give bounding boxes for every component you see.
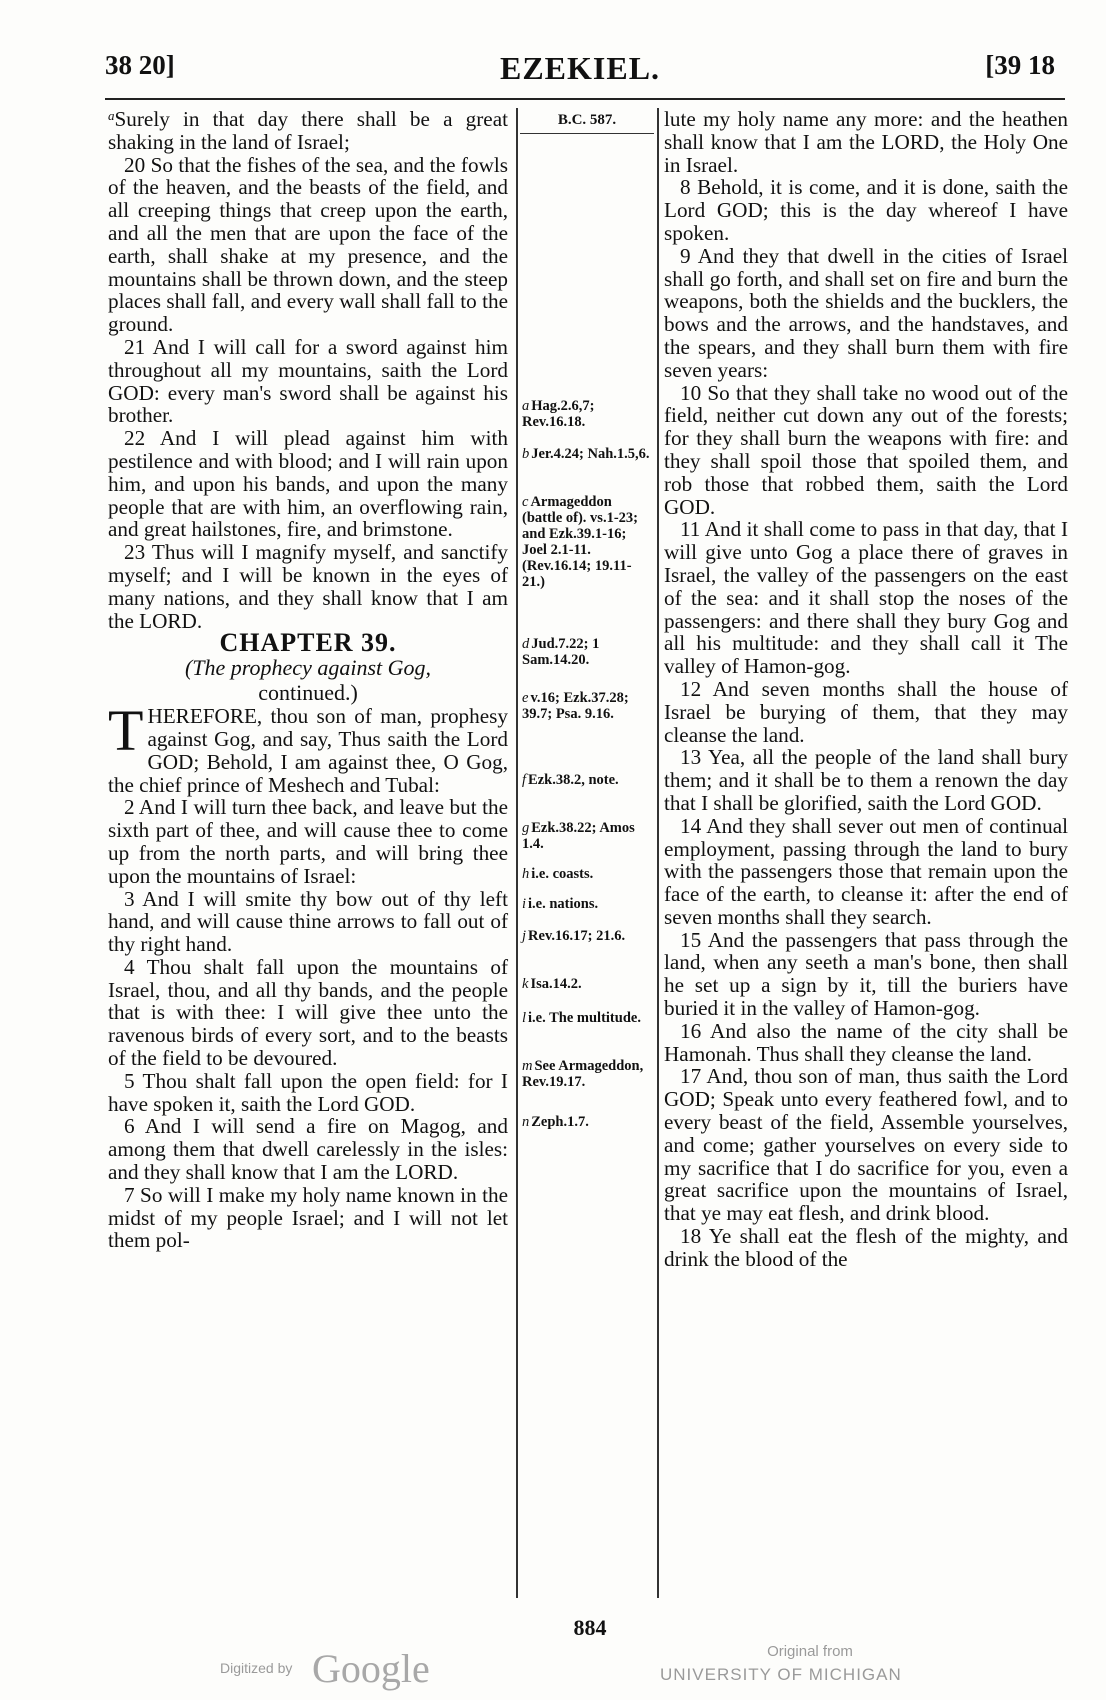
verse-5: 5 Thou shalt fall upon the open field: for I have spoken it, saith the Lord GOD.	[108, 1068, 508, 1116]
marginal-note: e v.16; Ezk.37.28; 39.7; Psa. 9.16.	[522, 690, 629, 722]
marginal-note: b Jer.4.24; Nah.1.5,6.	[522, 446, 650, 462]
verse-1: THEREFORE, thou son of man, prophesy against Gog, and say, Thus saith the Lord GOD; Behold, I am against thee, O Gog, the chief prince of Meshech and Tubal:	[108, 698, 508, 797]
verse-23: 23 Thus will I magnify myself, and sanctify myself; and I will be known in the eyes of many nations, and they shall know that I am the LORD.	[108, 540, 508, 633]
verse-18: 18 Ye shall eat the flesh of the mighty, and drink the blood of the	[664, 1224, 1068, 1271]
google-logo: Google	[312, 1646, 430, 1691]
verse-17: 17 And, thou son of man, thus saith the Lord GOD; Speak unto every feathered fowl, and to every beast of the field, Assemble yourselves, and come; gather yourselves on every side to my sacrifice that I do sacrifice for you, even a great sacrifice upon the mountains of Israel, that ye may eat flesh, and drink blood.	[664, 1064, 1068, 1226]
marginal-note: f Ezk.38.2, note.	[522, 772, 619, 788]
verse-10: 10 So that they shall take no wood out of the field, neither cut down any out of the forests; for they shall burn the weapons with fire: and they shall spoil those that spoiled them, and rob those that robbed them, saith the Lord GOD.	[664, 380, 1068, 519]
header-rule	[105, 98, 1065, 100]
column-divider-right	[657, 108, 659, 1598]
running-header	[105, 50, 1055, 90]
header-left-reference: 38 20]	[105, 50, 175, 80]
verse-6: 6 And I will send a fire on Magog, and among them that dwell carelessly in the isles: and they shall know that I am the LORD.	[108, 1114, 508, 1185]
page-number: 884	[573, 1615, 607, 1640]
verse-13: 13 Yea, all the people of the land shall bury them; and it shall be to them a renown the day that I shall be glorified, saith the Lord GOD.	[664, 745, 1068, 815]
chapter-heading: CHAPTER 39.	[219, 628, 397, 658]
marginal-note: c Armageddon (battle of). vs.1-23; and Ezk.39.1-16; Joel 2.1-11. (Rev.16.14; 19.11-21.)	[522, 494, 638, 590]
marginal-note: i i.e. nations.	[522, 896, 599, 912]
drop-cap: T	[108, 698, 144, 764]
verse-7: 7 So will I make my holy name known in the midst of my people Israel; and I will not let them pol-	[108, 1182, 508, 1253]
verse-16: 16 And also the name of the city shall be Hamonah. Thus shall they cleanse the land.	[664, 1018, 1068, 1066]
verse-11: 11 And it shall come to pass in that day, that I will give unto Gog a place there of graves in Israel, the valley of the passengers on the east of the sea: and it shall stop the noses of the passengers: and there shall they bury Gog and all his multitude: and they shall call it The valley of Hamon-gog.	[664, 517, 1068, 679]
marginal-note: k Isa.14.2.	[522, 976, 582, 992]
marginal-note: a Hag.2.6,7; Rev.16.18.	[522, 398, 595, 430]
verse-7-continuation: lute my holy name any more: and the heathen shall know that I am the LORD, the Holy One in Israel.	[664, 107, 1068, 177]
verse-21: 21 And I will call for a sword against him throughout all my mountains, saith the Lord GOD: every man's sword shall be against his brother.	[108, 334, 508, 428]
right-text-column	[664, 108, 1068, 1271]
chapter-subtitle-line-1: (The prophecy against Gog,	[184, 655, 432, 681]
marginal-note: m See Armageddon, Rev.19.17.	[522, 1058, 644, 1090]
digitized-by-label: Digitized by	[220, 1660, 293, 1676]
verse-9: 9 And they that dwell in the cities of Israel shall go forth, and shall set on fire and burn the weapons, both the shields and the bucklers, the bows and the arrows, and the handstaves, and the spears, and they shall burn them with fire seven years:	[664, 243, 1068, 382]
marginal-note: j Rev.16.17; 21.6.	[522, 928, 626, 944]
verse-3: 3 And I will smite thy bow out of thy left hand, and will cause thine arrows to fall out of thy right hand.	[108, 886, 508, 957]
header-right-reference: [39 18	[985, 50, 1055, 80]
marginal-note: g Ezk.38.22; Amos 1.4.	[522, 820, 635, 852]
marginal-note: d Jud.7.22; 1 Sam.14.20.	[522, 636, 600, 668]
column-divider-left	[516, 108, 518, 1598]
left-text-column	[108, 108, 508, 1252]
date-label: B.C. 587.	[520, 112, 654, 134]
marginal-note: l i.e. The multitude.	[522, 1010, 641, 1026]
original-from-label: Original from	[767, 1643, 853, 1660]
verse-8: 8 Behold, it is come, and it is done, saith the Lord GOD; this is the day whereof I have spoken.	[664, 175, 1068, 245]
verse-4: 4 Thou shalt fall upon the mountains of Israel, thou, and all thy bands, and the people that is with thee: I will give thee unto the ravenous birds of every sort, and to the beasts of the field to be devoured.	[108, 954, 508, 1071]
verse-20: 20 So that the fishes of the sea, and the fowls of the heaven, and the beasts of the field, and all creeping things that creep upon the earth, and all the men that are upon the face of the earth, shall shake at my presence, and the mountains shall be thrown down, and the steep places shall fall, and every wall shall fall to the ground.	[108, 152, 508, 337]
verse-2: 2 And I will turn thee back, and leave but the sixth part of thee, and will cause thee to come up from the north parts, and will bring thee upon the mountains of Israel:	[108, 795, 508, 888]
footnote-marker: a	[108, 108, 115, 123]
verse-15: 15 And the passengers that pass through the land, when any seeth a man's bone, then shall he set up a sign by it, till the buriers have buried it in the valley of Hamon-gog.	[664, 927, 1068, 1021]
verse-22: 22 And I will plead against him with pestilence and with blood; and I will rain upon him, and upon his bands, and upon the many people that are with him, an overflowing rain, and great hailstones, fire, and brimstone.	[108, 426, 508, 542]
marginal-note: n Zeph.1.7.	[522, 1114, 589, 1130]
verse-14: 14 And they shall sever out men of continual employment, passing through the land to bury with the passengers those that remain upon the face of the earth, to cleanse it: after the end of seven months shall they search.	[664, 813, 1068, 929]
university-label: UNIVERSITY OF MICHIGAN	[660, 1665, 902, 1684]
chapter-subtitle-line-2: continued.)	[258, 680, 358, 706]
marginal-note: h i.e. coasts.	[522, 866, 594, 882]
verse-12: 12 And seven months shall the house of Israel be burying of them, that they may cleanse the land.	[664, 676, 1068, 747]
chapter-subtitle	[108, 655, 508, 705]
verse-19-continuation: $^a$Surely in that day there shall be a great shaking in the land of Israel;	[108, 107, 508, 154]
header-book-title: EZEKIEL.	[499, 50, 661, 86]
